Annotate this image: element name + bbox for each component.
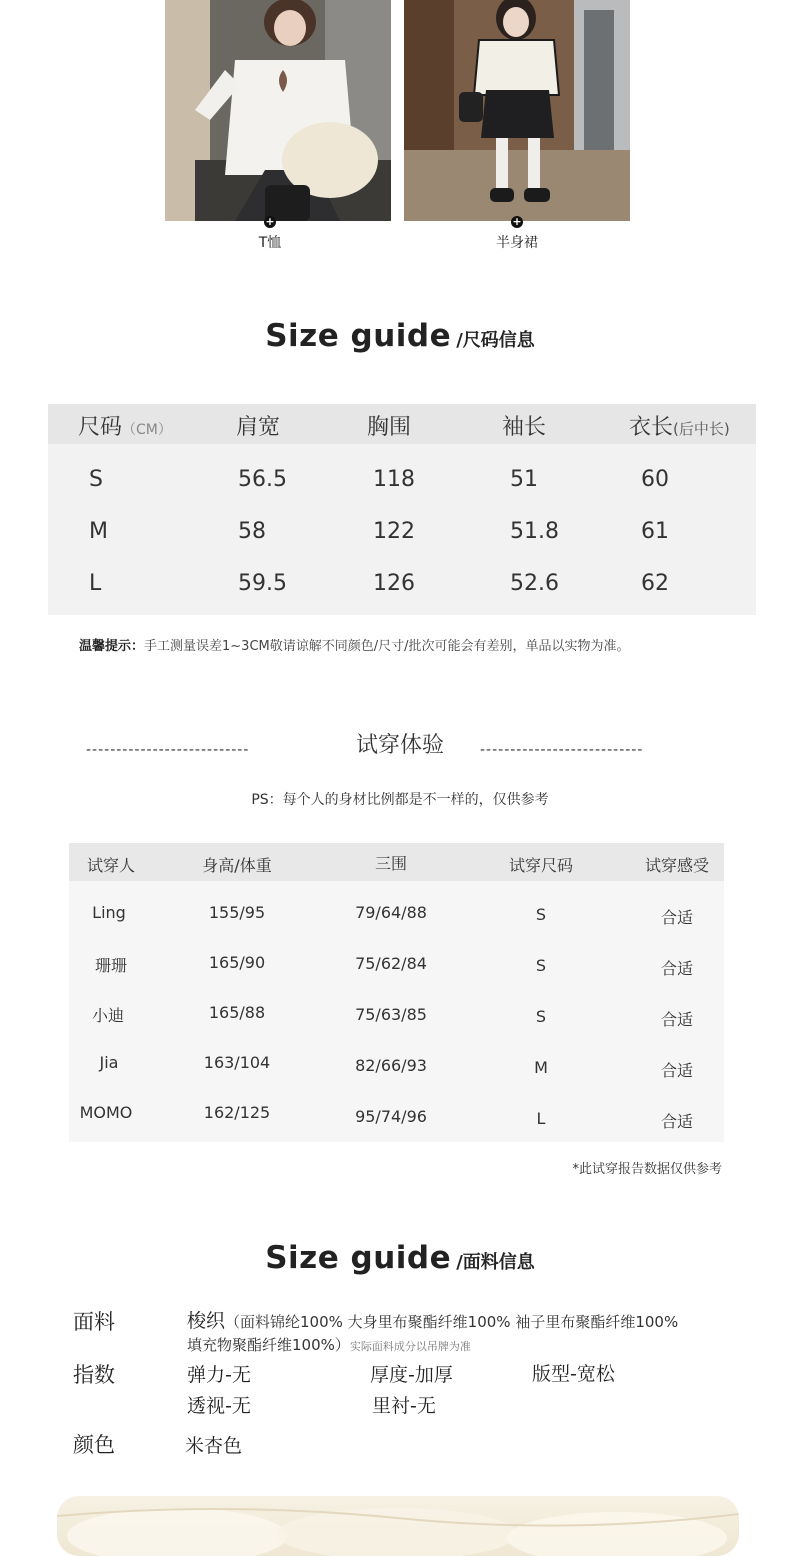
try-on-title: 试穿体验 <box>355 733 444 758</box>
tester-fit: 合适 <box>660 959 694 978</box>
tester-size: M <box>534 1058 548 1077</box>
shoulder-cell: 58 <box>238 519 266 544</box>
tester-name: Ling <box>92 903 126 922</box>
tester-measurements: 75/63/85 <box>355 1005 427 1024</box>
tip-label: 温馨提示： <box>79 639 145 654</box>
chest-cell: 122 <box>373 519 415 544</box>
shoulder-cell: 56.5 <box>238 467 287 492</box>
product-caption-skirt: 半身裙 <box>496 235 538 251</box>
divider-left: --------------------------- <box>86 742 250 758</box>
sleeve-cell: 51 <box>510 467 538 492</box>
transparency-value: 透视-无 <box>187 1395 251 1417</box>
tester-measurements: 95/74/96 <box>355 1107 427 1126</box>
lining-value: 里衬-无 <box>372 1395 436 1417</box>
header-measurements: 三围 <box>374 854 408 873</box>
tester-height-weight: 163/104 <box>203 1053 271 1072</box>
tester-height-weight: 165/88 <box>208 1003 266 1022</box>
size-cell: S <box>89 467 103 492</box>
sleeve-cell: 52.6 <box>510 571 559 596</box>
measurement-tip <box>79 635 630 654</box>
tester-measurements: 82/66/93 <box>355 1056 427 1075</box>
color-value: 米杏色 <box>185 1435 243 1457</box>
fabric-value <box>187 1306 678 1333</box>
color-label: 颜色 <box>73 1433 115 1457</box>
thickness-value: 厚度-加厚 <box>370 1364 453 1386</box>
size-cell: M <box>89 519 108 544</box>
fabric-detail-2: 填充物聚酯纤维100%） <box>187 1336 350 1354</box>
header-height-weight: 身高/体重 <box>202 856 272 875</box>
tip-text: 手工测量误差1~3CM敬请谅解不同颜色/尺寸/批次可能会有差别，单品以实物为准。 <box>144 639 630 654</box>
tester-name: 小迪 <box>91 1006 125 1025</box>
tester-size: L <box>536 1109 546 1128</box>
size-guide-heading <box>0 318 800 354</box>
plus-icon[interactable]: + <box>265 215 275 228</box>
header-fit-feeling: 试穿感受 <box>644 856 710 875</box>
header-try-size: 试穿尺码 <box>508 856 574 875</box>
shoulder-cell: 59.5 <box>238 571 287 596</box>
tester-name: 珊珊 <box>94 956 128 975</box>
size-guide-title-en: Size guide <box>265 318 452 354</box>
fabric-value-line2 <box>187 1333 471 1355</box>
tester-fit: 合适 <box>660 908 694 927</box>
try-on-note: *此试穿报告数据仅供参考 <box>572 1162 722 1177</box>
elasticity-value: 弹力-无 <box>187 1364 251 1386</box>
header-tester: 试穿人 <box>86 856 136 875</box>
length-cell: 61 <box>641 519 669 544</box>
length-cell: 62 <box>641 571 669 596</box>
header-size: 尺码（CM） <box>78 415 172 440</box>
fabric-detail-note: 实际面料成分以吊牌为准 <box>349 1340 471 1353</box>
plus-icon[interactable]: + <box>512 215 522 228</box>
tester-measurements: 79/64/88 <box>355 903 427 922</box>
tester-fit: 合适 <box>660 1112 694 1131</box>
fabric-guide-title-cn: /面料信息 <box>456 1252 535 1273</box>
header-sleeve: 袖长 <box>502 415 547 440</box>
fabric-guide-title-en: Size guide <box>265 1240 452 1276</box>
chest-cell: 126 <box>373 571 415 596</box>
header-length-note: (后中长) <box>673 420 730 438</box>
product-caption-tshirt: T恤 <box>258 235 282 251</box>
fabric-texture-photo <box>57 1496 739 1556</box>
header-shoulder: 肩宽 <box>236 415 281 440</box>
sleeve-cell: 51.8 <box>510 519 559 544</box>
tester-name: MOMO <box>79 1103 133 1122</box>
tester-height-weight: 162/125 <box>203 1103 271 1122</box>
header-length: 衣长(后中长) <box>629 415 730 440</box>
product-photo-skirt[interactable] <box>404 0 630 221</box>
length-cell: 60 <box>641 467 669 492</box>
tester-name: Jia <box>99 1053 119 1072</box>
tester-height-weight: 155/95 <box>208 903 266 922</box>
try-on-disclaimer: PS：每个人的身材比例都是不一样的，仅供参考 <box>251 792 549 808</box>
header-size-unit: （CM） <box>122 422 172 438</box>
tester-height-weight: 165/90 <box>208 953 266 972</box>
fabric-guide-heading <box>0 1240 800 1276</box>
tester-size: S <box>535 956 547 975</box>
product-photo-tshirt[interactable] <box>165 0 391 221</box>
fit-value: 版型-宽松 <box>532 1363 615 1385</box>
tester-fit: 合适 <box>660 1010 694 1029</box>
fabric-main: 梭织 <box>187 1310 226 1332</box>
tester-measurements: 75/62/84 <box>355 954 427 973</box>
size-table <box>48 404 756 615</box>
index-label: 指数 <box>73 1363 115 1387</box>
tester-fit: 合适 <box>660 1061 694 1080</box>
header-chest: 胸围 <box>367 415 412 440</box>
try-on-table <box>69 843 724 1142</box>
fabric-label: 面料 <box>73 1310 115 1334</box>
divider-right: --------------------------- <box>480 742 644 758</box>
tester-size: S <box>535 905 547 924</box>
chest-cell: 118 <box>373 467 415 492</box>
fabric-detail-1: （面料锦纶100% 大身里布聚酯纤维100% 袖子里布聚酯纤维100% <box>225 1313 679 1331</box>
size-guide-title-cn: /尺码信息 <box>456 330 535 351</box>
size-cell: L <box>89 571 102 596</box>
tester-size: S <box>535 1007 547 1026</box>
